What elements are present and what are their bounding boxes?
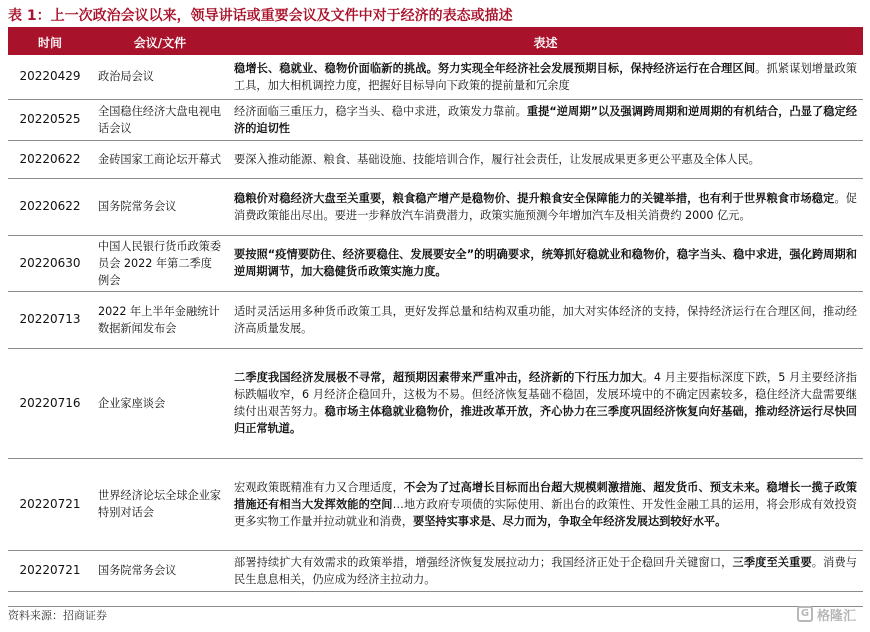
- statement-emphasis: 稳市场主体稳就业稳物价，推进改革开放，齐心协力在三季度巩固经济恢复向好基础，推动经济运行尽快回归正常轨道。: [234, 405, 857, 435]
- table-row: [8, 55, 863, 99]
- row-meeting: 国务院常务会议: [92, 178, 228, 235]
- row-statement: [228, 235, 863, 291]
- statement-emphasis: 二季度我国经济发展极不寻常，超预期因素带来严重冲击，经济新的下行压力加大: [234, 371, 643, 384]
- row-date: 20220721: [8, 550, 92, 591]
- statement-text: 部署持续扩大有效需求的政策举措，增强经济恢复发展拉动力；我国经济正处于企稳回升关键窗口，: [234, 555, 733, 569]
- row-meeting: 全国稳住经济大盘电视电话会议: [92, 99, 228, 140]
- table-row: [8, 348, 863, 458]
- statement-emphasis: 稳粮价对稳经济大盘至关重要，粮食稳产增产是稳物价、提升粮食安全保障能力的关键举措，也有利于世界粮食市场稳定: [234, 191, 835, 205]
- statement-emphasis: 稳增长、稳就业、稳物价面临新的挑战。努力实现全年经济社会发展预期目标，保持经济运行在合理区间: [234, 61, 756, 75]
- table-row: [8, 140, 863, 178]
- table-title: 表 1：上一次政治会议以来，领导讲话或重要会议及文件中对于经济的表态或描述: [8, 8, 513, 24]
- row-meeting: 政治局会议: [92, 55, 228, 99]
- header-date: 时间: [8, 29, 92, 55]
- row-meeting: 企业家座谈会: [92, 348, 228, 458]
- row-statement: [228, 291, 863, 348]
- row-meeting: 世界经济论坛全球企业家特别对话会: [92, 458, 228, 550]
- statement-table: [8, 29, 863, 592]
- source-note: 资料来源：招商证券: [8, 609, 107, 622]
- statement-text: 适时灵活运用多种货币政策工具，更好发挥总量和结构双重功能，加大对实体经济的支持，保持经济运行在合理区间，推动经济高质量发展。: [234, 304, 857, 335]
- statement-emphasis: 重提“逆周期”以及强调跨周期和逆周期的有机结合，凸显了稳定经济的迫切性: [234, 104, 857, 135]
- table-row: [8, 178, 863, 235]
- statement-text: 宏观政策既精准有力又合理适度，: [234, 480, 404, 494]
- row-statement: [228, 178, 863, 235]
- row-meeting: 金砖国家工商论坛开幕式: [92, 140, 228, 178]
- header-meeting: 会议/文件: [92, 29, 228, 55]
- row-date: 20220429: [8, 55, 92, 99]
- table-row: [8, 550, 863, 591]
- row-statement: [228, 550, 863, 591]
- row-date: 20220713: [8, 291, 92, 348]
- table-row: [8, 291, 863, 348]
- statement-emphasis: 要坚持实事求是、尽力而为，争取全年经济发展达到较好水平。: [413, 514, 727, 528]
- watermark-logo-icon: G: [797, 606, 813, 622]
- row-statement: [228, 348, 863, 458]
- row-meeting: 中国人民银行货币政策委员会 2022 年第二季度例会: [92, 235, 228, 291]
- statement-text: …地方政府专项债的实际使用、新出台的政策性、开发性金融工具的运用，将会形成有效投资更多实物工作量并拉动就业和消费，: [234, 497, 857, 528]
- statement-text: 。促消费政策能出尽出。要进一步释放汽车消费潜力，政策实施预测今年增加汽车及相关消费约 2000 亿元。: [234, 191, 857, 222]
- header-statement: 表述: [228, 29, 863, 55]
- watermark-text: 格隆汇: [816, 608, 856, 624]
- footer-rule: [8, 606, 863, 607]
- statement-emphasis: 不会为了过高增长目标而出台超大规模刺激措施、超发货币、预支未来。稳增长一揽子政策措施还有相当大发挥效能的空间: [234, 480, 857, 511]
- watermark: [797, 603, 856, 625]
- statement-text: 。4 月主要指标深度下跌，5 月主要经济指标跌幅收窄，6 月经济企稳回升，这极为不易。但经济恢复基础不稳固，发展环境中的不确定因素较多，稳住经济大盘需要继续付出艰苦努力。: [234, 371, 857, 418]
- table-header-row: [8, 29, 863, 55]
- statement-text: 要深入推动能源、粮食、基础设施、技能培训合作，履行社会责任，让发展成果更多更公平惠及全体人民。: [234, 152, 760, 166]
- row-statement: [228, 140, 863, 178]
- row-meeting: 国务院常务会议: [92, 550, 228, 591]
- table-row: [8, 235, 863, 291]
- row-date: 20220525: [8, 99, 92, 140]
- row-date: 20220721: [8, 458, 92, 550]
- statement-text: 。抓紧谋划增量政策工具，加大相机调控力度，把握好目标导向下政策的提前量和冗余度: [234, 61, 857, 92]
- row-date: 20220622: [8, 178, 92, 235]
- statement-text: 。消费与民生息息相关，仍应成为经济主拉动力。: [234, 555, 857, 586]
- row-statement: [228, 99, 863, 140]
- statement-text: 经济面临三重压力，稳字当头、稳中求进，政策发力靠前。: [234, 104, 527, 118]
- row-date: 20220630: [8, 235, 92, 291]
- table-row: [8, 458, 863, 550]
- statement-emphasis: 三季度至关重要: [732, 555, 812, 569]
- row-statement: [228, 55, 863, 99]
- row-date: 20220622: [8, 140, 92, 178]
- row-meeting: 2022 年上半年金融统计数据新闻发布会: [92, 291, 228, 348]
- row-statement: [228, 458, 863, 550]
- table-row: [8, 99, 863, 140]
- row-date: 20220716: [8, 348, 92, 458]
- statement-emphasis: 要按照“疫情要防住、经济要稳住、发展要安全”的明确要求，统筹抓好稳就业和稳物价，稳字当头、稳中求进，强化跨周期和逆周期调节，加大稳健货币政策实施力度。: [234, 248, 857, 278]
